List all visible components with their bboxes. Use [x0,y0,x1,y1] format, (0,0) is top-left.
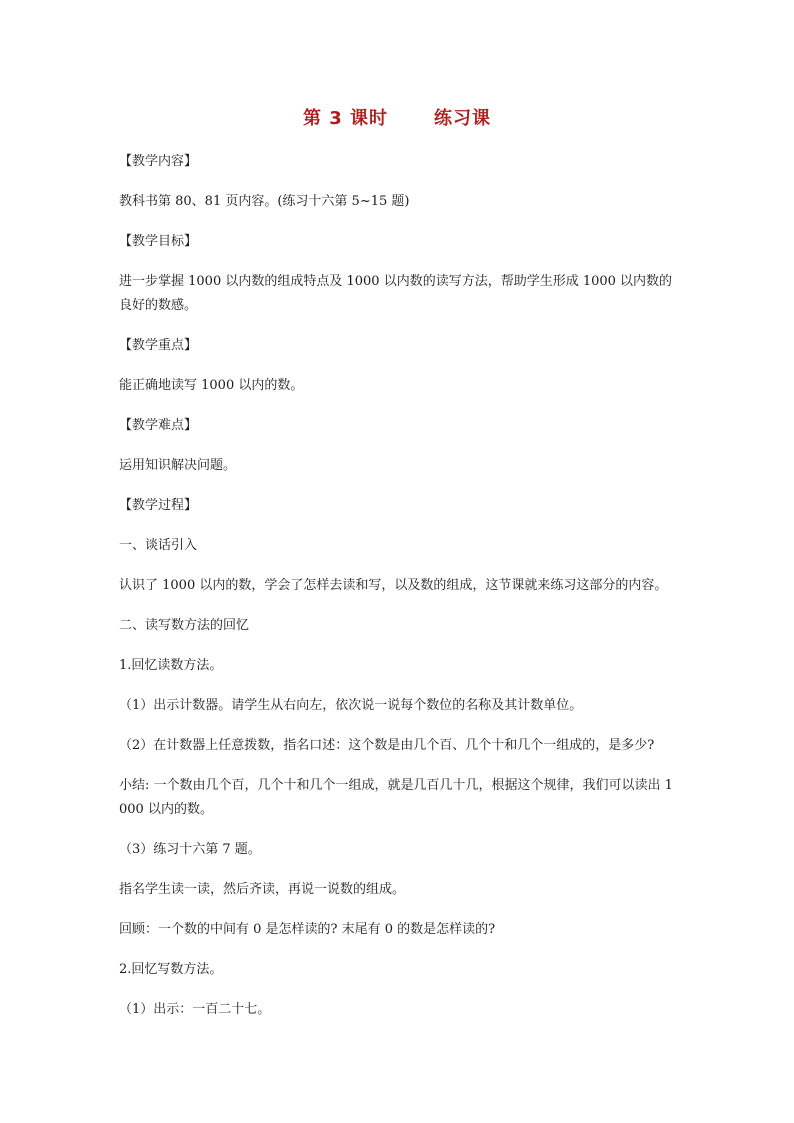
section-heading-goal: 【教学目标】 [119,234,198,249]
section-heading-key: 【教学重点】 [119,338,198,353]
step1-item2: （2）在计数器上任意拨数，指名口述：这个数是由几个百、几个十和几个一组成的，是多少? [119,738,655,753]
step1-item3-text: 指名学生读一读，然后齐读，再说一说数的组成。 [119,882,406,897]
section-heading-process: 【教学过程】 [119,498,198,513]
difficulty-text: 运用知识解决问题。 [119,458,237,473]
summary-text: 小结: 一个数由几个百，几个十和几个一组成，就是几百几十几，根据这个规律，我们可以读出 1000 以内的数。 [119,778,673,817]
section-heading-content: 【教学内容】 [119,154,198,169]
document-body [119,150,679,1038]
review-text: 回顾：一个数的中间有 0 是怎样读的? 末尾有 0 的数是怎样读的? [119,922,496,937]
lesson-title [0,104,794,130]
step1-heading: 1.回忆读数方法。 [119,658,223,673]
part2-heading: 二、读写数方法的回忆 [119,618,250,633]
lesson-name: 练习课 [434,108,492,129]
step2-heading: 2.回忆写数方法。 [119,962,223,977]
step1-item3: （3）练习十六第 7 题。 [119,842,261,857]
section-heading-difficulty: 【教学难点】 [119,418,198,433]
goal-text: 进一步掌握 1000 以内数的组成特点及 1000 以内数的读写方法，帮助学生形成 1000 以内数的良好的数感。 [119,274,673,313]
key-text: 能正确地读写 1000 以内的数。 [119,378,304,393]
step1-item1: （1）出示计数器。请学生从右向左，依次说一说每个数位的名称及其计数单位。 [119,698,583,713]
lesson-number: 第 3 课时 [302,108,389,129]
content-text: 教科书第 80、81 页内容。(练习十六第 5~15 题) [119,194,410,209]
step2-item1: （1）出示：一百二十七。 [119,1002,271,1017]
part1-text: 认识了 1000 以内的数，学会了怎样去读和写，以及数的组成，这节课就来练习这部分的内容。 [119,578,668,593]
part1-heading: 一、谈话引入 [119,538,198,553]
